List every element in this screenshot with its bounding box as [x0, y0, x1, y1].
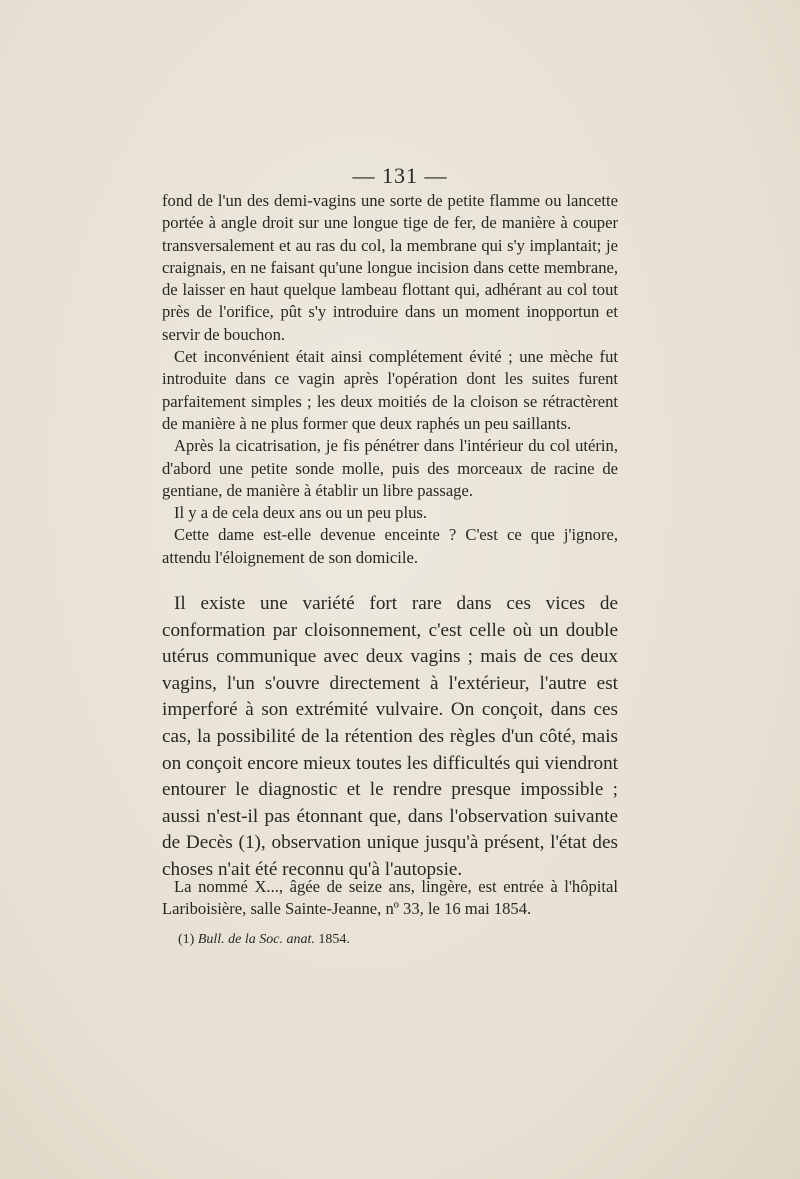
footnote-year: 1854.	[318, 932, 350, 947]
footnote	[178, 932, 350, 948]
footnote-source: Bull. de la Soc. anat.	[197, 932, 315, 947]
paragraph: Après la cicatrisation, je fis pénétrer dans l'intérieur du col utérin, d'abord une petite sonde molle, puis des morceaux de racine de gentiane, de manière à établir un libre passage.	[162, 436, 618, 500]
text-block-middle	[162, 591, 618, 884]
paragraph: Il existe une variété fort rare dans ces vices de conformation par cloisonnement, c'est celle où un double utérus communique avec deux vagins ; mais de ces deux vagins, l'un s'ouvre directement à l'extérieur, l'autre est imperforé à son extrémité vulvaire. On conçoit, dans ces cas, la possibilité de la rétention des règles d'un côté, mais on conçoit encore mieux toutes les difficultés qui viendront entourer le diagnostic et le rendre presque impossible ; aussi n'est-il pas étonnant que, dans l'observation suivante de Decès (1), observation unique jusqu'à présent, l'état des choses n'ait été reconnu qu'à l'autopsie.	[162, 593, 618, 880]
paragraph: Cet inconvénient était ainsi complétement évité ; une mèche fut introduite dans ce vagin après l'opération dont les suites furent parfaitement simples ; les deux moitiés de la cloison se rétractèrent de manière à ne plus former que deux raphés un peu saillants.	[162, 347, 618, 433]
footnote-number: (1)	[178, 932, 195, 947]
text-block-lower	[162, 876, 618, 921]
paragraph: Il y a de cela deux ans ou un peu plus.	[174, 503, 427, 523]
paragraph: La nommé X..., âgée de seize ans, lingère, est entrée à l'hôpital Lariboisière, salle Sainte-Jeanne, nº 33, le 16 mai 1854.	[162, 877, 618, 919]
page-number: — 131 —	[352, 163, 448, 188]
text-block-upper	[162, 190, 618, 569]
paragraph: fond de l'un des demi-vagins une sorte de petite flamme ou lancette portée à angle droit sur une longue tige de fer, de manière à couper transversalement et au ras du col, la membrane qui s'y implantait; je craignais, en ne faisant qu'une longue incision dans cette membrane, de laisser en haut quelque lambeau flottant qui, adhérant au col tout près de l'orifice, pût s'y introduire dans un moment inopportun et servir de bouchon.	[162, 191, 618, 344]
paragraph: Cette dame est-elle devenue enceinte ? C'est ce que j'ignore, attendu l'éloignement de son domicile.	[162, 525, 618, 567]
